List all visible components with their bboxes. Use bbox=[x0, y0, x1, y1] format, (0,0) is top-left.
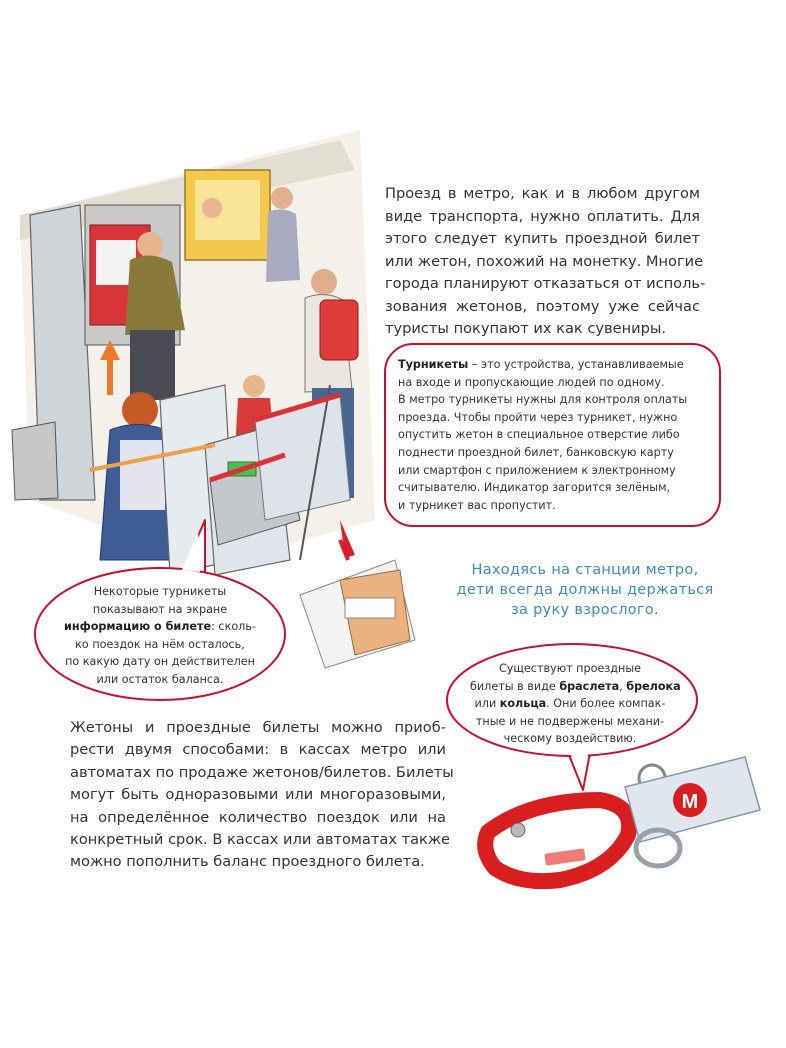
purchase-line: рести двумя способами: в кассах метро или bbox=[70, 741, 446, 759]
safety-note-line: Находясь на станции метро, bbox=[471, 562, 699, 578]
turnstiles-line: на входе и пропускающие людей по одному. bbox=[398, 375, 665, 389]
purchase-methods-paragraph bbox=[70, 717, 454, 874]
intro-line: этого следует купить проездной билет bbox=[385, 230, 700, 247]
purchase-line: Жетоны и проездные билеты можно приоб- bbox=[70, 719, 446, 736]
formats-line-pre: или bbox=[474, 697, 500, 711]
turnstiles-line: и турникет вас пропустит. bbox=[398, 498, 556, 512]
screen-info-text bbox=[50, 583, 270, 689]
turnstiles-line: проезда. Чтобы пройти через турникет, нужно bbox=[398, 410, 678, 424]
screen-info-line: или остаток баланса. bbox=[96, 672, 224, 686]
child-safety-note bbox=[440, 560, 730, 620]
screen-info-line bbox=[50, 618, 270, 636]
formats-line bbox=[470, 678, 681, 696]
turnstiles-info-text bbox=[398, 356, 708, 514]
intro-line: города планируют отказаться от исполь- bbox=[385, 275, 706, 292]
formats-line: Существуют проездные bbox=[498, 662, 642, 675]
turnstiles-first-line bbox=[398, 356, 708, 374]
formats-line-rest: . Они более компак- bbox=[546, 697, 666, 711]
purchase-line: автоматах по продаже жетонов/билетов. Билеты bbox=[70, 763, 454, 781]
term-bracelet: браслета bbox=[559, 679, 620, 693]
intro-line: Проезд в метро, как и в любом другом bbox=[385, 185, 700, 202]
turnstiles-first-line-rest: – это устройства, устанавливаемые bbox=[468, 358, 684, 371]
turnstiles-line: опустить жетон в специальное отверстие либо bbox=[398, 428, 680, 442]
turnstiles-line: поднести проездной билет, банковскую карту bbox=[398, 445, 674, 459]
formats-line: ческому воздействию. bbox=[503, 732, 637, 746]
purchase-line: можно пополнить баланс проездного билета. bbox=[70, 853, 425, 871]
formats-line: тные и не подвержены механи- bbox=[475, 714, 665, 728]
bracelet-illustration bbox=[485, 800, 629, 881]
safety-note-line: за руку взрослого. bbox=[511, 602, 659, 618]
term-ring: кольца bbox=[499, 697, 547, 711]
intro-paragraph bbox=[385, 183, 706, 341]
formats-line bbox=[470, 695, 670, 713]
hand-with-card-illustration bbox=[300, 520, 415, 668]
screen-info-line: ко поездок на нём осталось, bbox=[75, 637, 245, 651]
intro-line: или жетон, похожий на монетку. Многие bbox=[385, 252, 704, 270]
turnstiles-line: или смартфон с приложением к электронному bbox=[398, 463, 676, 477]
term-keychain: брелока bbox=[626, 679, 681, 693]
turnstiles-line: В метро турникеты нужны для контроля оплаты bbox=[398, 393, 688, 407]
term-turnstiles: Турникеты bbox=[398, 358, 469, 371]
formats-line-pre: билеты в виде bbox=[470, 679, 560, 693]
intro-line: зования жетонов, поэтому уже сейчас bbox=[385, 297, 700, 315]
intro-line: туристы покупают их как сувениры. bbox=[385, 320, 667, 337]
screen-info-line: показывают на экране bbox=[92, 602, 228, 616]
screen-info-line-rest: : сколь- bbox=[211, 620, 256, 634]
purchase-line: могут быть одноразовыми или многоразовыми, bbox=[70, 786, 446, 804]
term-ticket-info: информацию о билете bbox=[64, 620, 212, 634]
turnstiles-line: считывателю. Индикатор загорится зелёным, bbox=[398, 481, 671, 495]
intro-line: виде транспорта, нужно оплатить. Для bbox=[385, 207, 700, 225]
ticket-formats-text bbox=[470, 660, 681, 748]
screen-info-line: Некоторые турникеты bbox=[93, 585, 227, 598]
metro-logo-icon: М bbox=[681, 791, 699, 813]
purchase-line: конкретный срок. В кассах или автоматах также bbox=[70, 831, 450, 849]
metro-station-illustration bbox=[12, 130, 375, 575]
safety-note-line: дети всегда должны держаться bbox=[456, 582, 714, 598]
purchase-line: на определённое количество поездок или на bbox=[70, 808, 446, 826]
screen-info-line: по какую дату он действителен bbox=[65, 655, 255, 669]
formats-comma: , bbox=[619, 679, 627, 693]
